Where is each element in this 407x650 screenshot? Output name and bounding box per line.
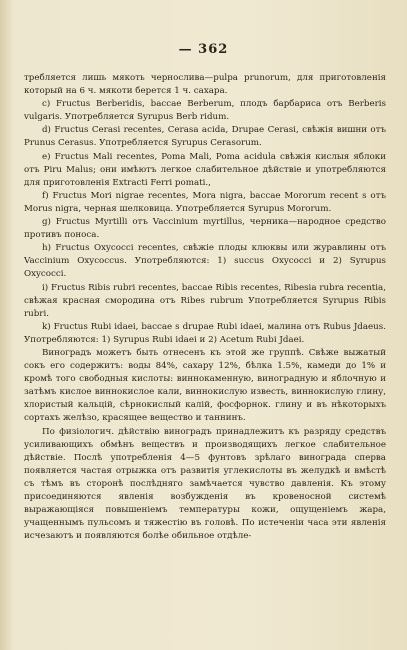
paragraph-fructus-cerasi: d) Fructus Cerasi recentes, Cerasa acida, Drupae Cerasi, свѣжія вишни отъ Prunus Cerasus. Употребляется Syrupus Cerasorum. — [24, 125, 386, 149]
paragraph-fructus-rubi: k) Fructus Rubi idaei, baccae s drupae Rubi idaei, малина отъ Rubus Jdaeus. Употребляются: 1) Syrupus Rubi idaei и 2) Acetum Rubi Jdaei. — [24, 321, 386, 345]
paragraph-fructus-oxycocci: h) Fructus Oxycocci recentes, свѣжіе плоды клюквы или журавлины отъ Vaccinium Oxycoccus. Употребляются: 1) succus Oxycocci и 2) Syrupus Oxycocci. — [24, 243, 386, 280]
paragraph-grapes-composition: Виноградъ можетъ быть отнесенъ къ этой же группѣ. Свѣже выжатый сокъ его содержитъ: воды 84%, сахару 12%, бѣлка 1.5%, камеди до 1% и кромѣ того свободныя кислоты: виннокаменную, виноградную и яблочную и затѣмъ кислое виннокислое кали, виннокислую известь, виннокислую глину, хлористый кальцій, сѣрнокислый калій, фосфорнок. глину и въ нѣкоторыхъ сортахъ желѣзо, красящее вещество и таннинъ. — [24, 347, 386, 424]
paragraph-fructus-mori: f) Fructus Mori nigrae recentes, Mora nigra, baccae Mororum recent s отъ Morus nigra, черная шелковица. Употребляется Syrupus Mororum. — [24, 190, 386, 214]
paragraph-grapes-physiology: По физіологич. дѣйствію виноградъ принадлежитъ къ разряду средствъ усиливающихъ обмѣнъ веществъ и производящихъ легкое слабительное дѣйствіе. Послѣ употребленія 4—5 фунтовъ зрѣлаго винограда сперва появляется частая отрыжка отъ развитія углекислоты въ желудкѣ и вмѣстѣ съ тѣмъ въ сторонѣ послѣдняго замѣчается чувство давленія. Къ этому присоединяются явленія возбужденія въ кровеносной системѣ выражающіяся повышеніемъ температуры кожи, ощущеніемъ жара, учащеннымъ пульсомъ и тяжестію въ головѣ. По истеченіи часа эти явленія исчезаютъ и появляются болѣе обильное отдѣле- — [24, 426, 386, 542]
paragraph-fructus-mali: e) Fructus Mali recentes, Poma Mali, Poma acidula свѣжія кислыя яблоки отъ Piru Malus; они имѣютъ легкое слабительное дѣйствіе и употребляются для приготовленія Extracti Ferri pomati., — [24, 151, 386, 188]
paragraph-fructus-myrtilli: g) Fructus Myrtilli отъ Vaccinium myrtillus, черника—народное средство противъ поноса. — [24, 217, 386, 241]
page-number: — 362 — [178, 42, 229, 57]
paragraph-fructus-ribis: i) Fructus Ribis rubri recentes, baccae Ribis recentes, Ribesia rubra recentia, свѣжая красная смородина отъ Ribes rubrum Употребляется Syrupus Ribis rubri. — [24, 282, 386, 319]
paragraph-prunes-continuation: требляется лишь мякоть чернослива—pulpa prunorum, для приготовленія который на 6 ч. мякоти берется 1 ч. сахара. — [24, 73, 386, 97]
page-body — [24, 72, 386, 543]
paragraph-fructus-berberidis: c) Fructus Berberidis, baccae Berberum, плодъ барбариса отъ Berberis vulgaris. Употребляется Syrupus Berb ridum. — [24, 99, 386, 123]
